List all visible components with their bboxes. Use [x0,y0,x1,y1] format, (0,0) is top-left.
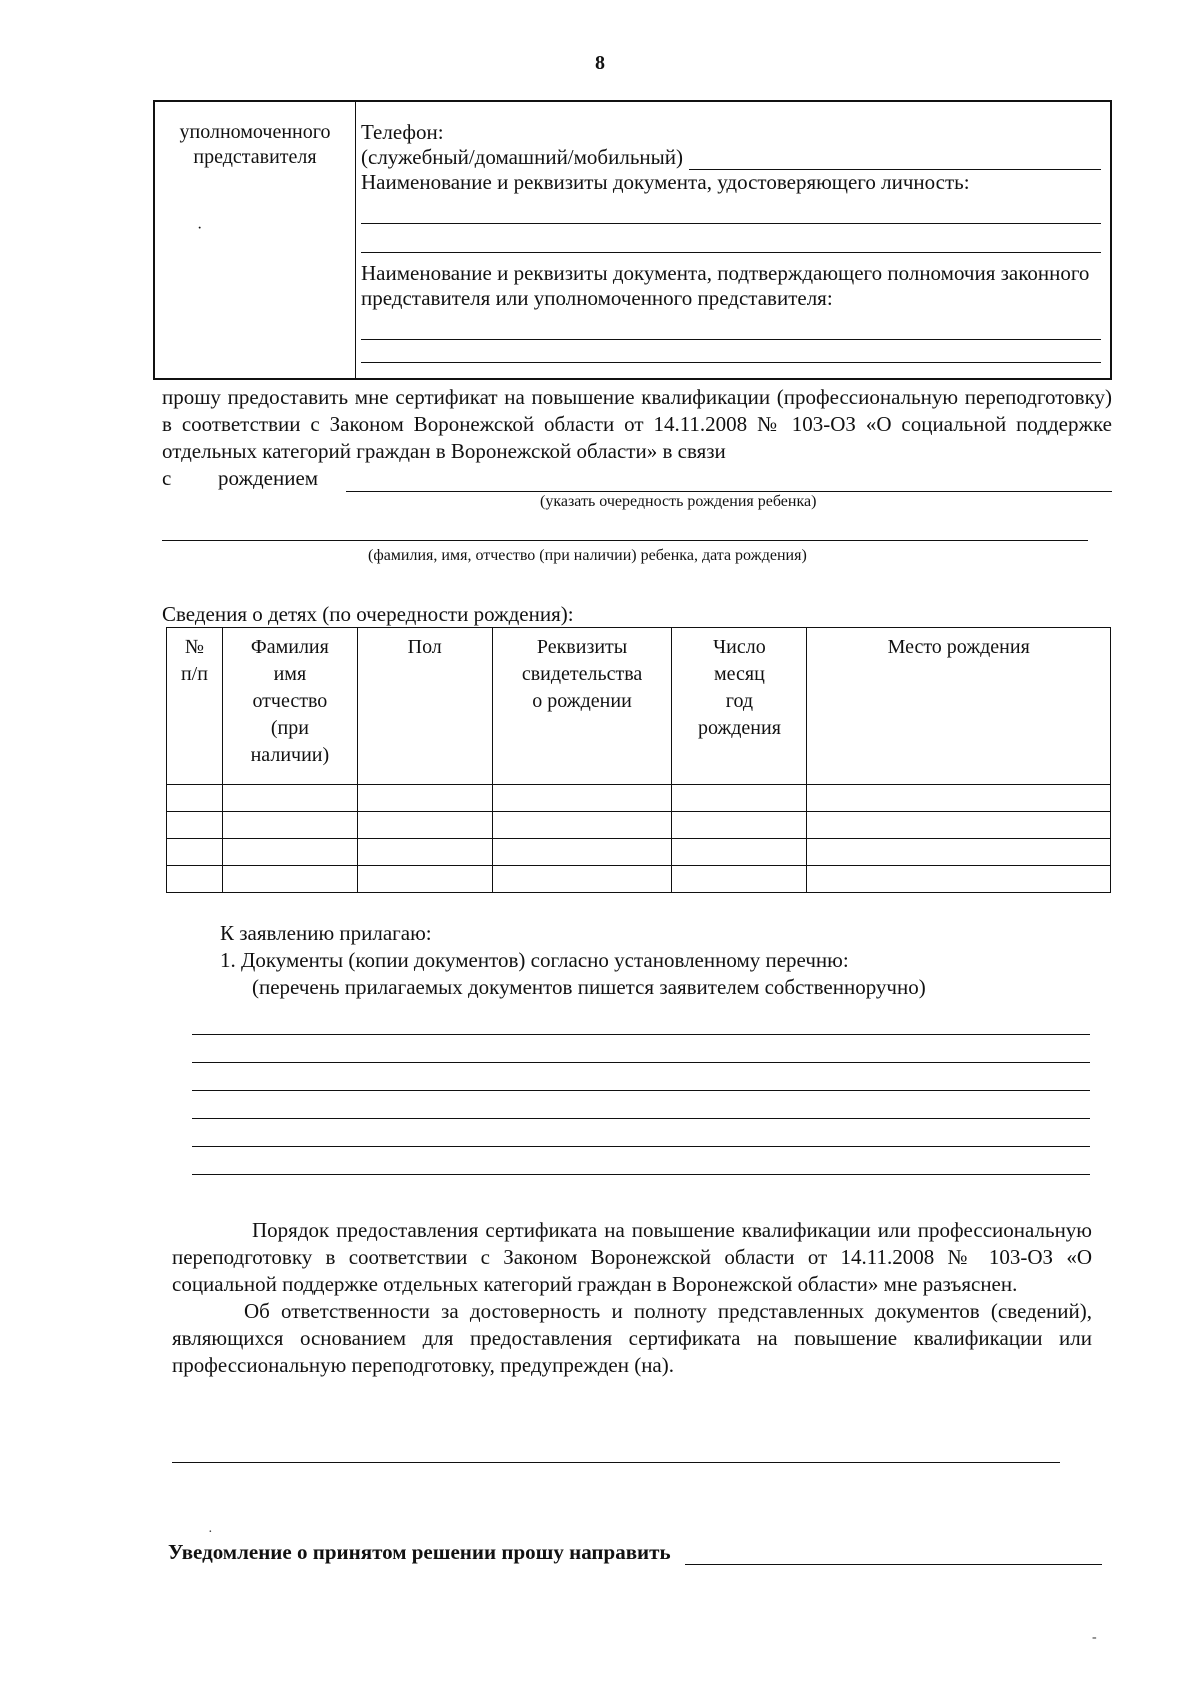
send-label: Уведомление о принятом решении прошу направить [168,1540,671,1564]
attachments-lines [192,1007,1090,1175]
header-birth-place: Место рождения [807,628,1111,785]
attachment-line[interactable] [192,1147,1090,1175]
page-number: 8 [595,52,605,74]
birth-word: рождением [218,466,319,490]
identity-doc-line-1[interactable] [361,205,1101,224]
phone-label: Телефон: [361,120,444,144]
attachment-line[interactable] [192,1007,1090,1035]
request-text: прошу предоставить мне сертификат на повышение квалификации (профессиональную переподготовку) в соответствии с Законом Воронежской области от 14.11.2008 № 103-ОЗ «О социальной поддержке отдельных категорий граждан в Воронежской области» в связи [162,385,1112,463]
header-certificate: Реквизиты свидетельства о рождении [492,628,672,785]
attachments-intro: К заявлению прилагаю: [220,921,432,945]
children-caption: Сведения о детях (по очередности рождения): [162,602,574,626]
request-paragraph [162,384,1112,492]
attachment-line[interactable] [192,1091,1090,1119]
table-row [167,785,1111,812]
authority-doc-line-1[interactable] [361,321,1101,340]
send-decision-row [168,1540,1102,1565]
attachments-note: (перечень прилагаемых документов пишется заявителем собственноручно) [252,975,926,999]
header-number: № п/п [167,628,223,785]
attachment-line[interactable] [192,1119,1090,1147]
representative-fields [361,120,1101,363]
scan-speck: · [208,1525,213,1540]
signature-line[interactable] [172,1462,1060,1463]
representative-label [155,120,355,170]
scan-speck: ‑ [1092,1630,1097,1645]
authority-doc-label: Наименование и реквизиты документа, подтверждающего полномочия законного представителя или уполномоченного представителя: [361,261,1090,310]
header-birth-date: Число месяц год рождения [672,628,807,785]
scan-speck: · [197,220,203,237]
identity-doc-line-2[interactable] [361,234,1101,253]
authority-doc-line-2[interactable] [361,344,1101,363]
header-sex: Пол [357,628,492,785]
birth-prefix: с [162,466,172,490]
table-row [167,839,1111,866]
children-header-row [167,628,1111,785]
column-divider [355,102,356,378]
birth-order-line[interactable] [346,475,1112,492]
phone-field-row [361,145,1101,170]
child-name-line[interactable] [162,540,1088,541]
identity-doc-label: Наименование и реквизиты документа, удостоверяющего личность: [361,170,970,194]
attachments-block [220,920,926,1001]
attachments-item-1: 1. Документы (копии документов) согласно установленному перечню: [220,948,849,972]
procedure-notice: Порядок предоставления сертификата на повышение квалификации или профессиональную переподготовку в соответствии с Законом Воронежской области от 14.11.2008 № 103-ОЗ «О социальной поддержке отдельных категорий граждан в Воронежской области» мне разъяснен. [172,1218,1092,1296]
table-row [167,866,1111,893]
notice-block [172,1217,1092,1379]
representative-block [153,100,1112,380]
phone-input-line[interactable] [689,153,1101,170]
children-table [166,627,1111,893]
send-method-line[interactable] [685,1546,1102,1565]
birth-row [162,465,1112,492]
attachment-line[interactable] [192,1035,1090,1063]
rep-label-line-1: уполномоченного [179,121,331,143]
header-fio: Фамилия имя отчество (при наличии) [222,628,357,785]
phone-types: (служебный/домашний/мобильный) [361,145,683,169]
responsibility-notice: Об ответственности за достоверность и полноту представленных документов (сведений), являющихся основанием для предоставления сертификата на повышение квалификации или профессиональную переподготовку, предупрежден (на). [172,1299,1092,1377]
rep-label-line-2: представителя [193,146,317,168]
child-name-hint: (фамилия, имя, отчество (при наличии) ребенка, дата рождения) [368,547,807,564]
table-row [167,812,1111,839]
attachment-line[interactable] [192,1063,1090,1091]
birth-order-hint: (указать очередность рождения ребенка) [540,493,817,510]
